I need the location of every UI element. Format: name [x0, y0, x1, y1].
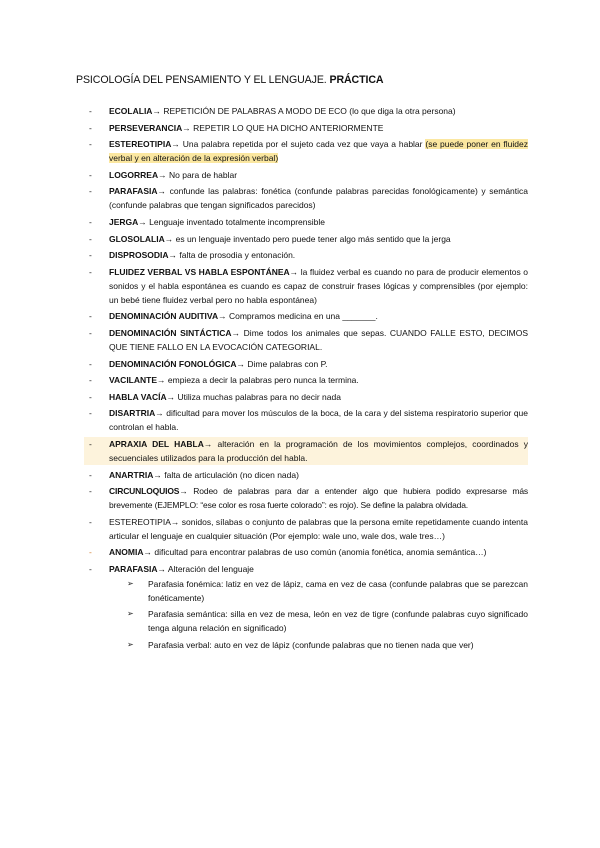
list-item: [84, 121, 528, 135]
arrow-icon: →: [157, 375, 166, 386]
arrow-icon: →: [179, 486, 188, 497]
bullet-dash: -: [89, 216, 92, 227]
bullet-dash: -: [89, 139, 92, 150]
definition: Dime palabras con P.: [247, 358, 328, 369]
term: DENOMINACIÓN SINTÁCTICA: [109, 327, 232, 338]
bullet-dash: -: [89, 516, 92, 527]
term-list: [84, 104, 528, 654]
definition: Dime todos los animales que sepas. CUANDO FALLE ESTO, DECIMOS QUE TIENE FALLO EN LA EVOCACIÓN CATEGORIAL.: [109, 327, 528, 352]
arrow-icon: →: [158, 169, 167, 180]
arrow-icon: →: [152, 106, 161, 116]
bullet-dash: -: [89, 186, 92, 197]
bullet-dash: -: [89, 327, 92, 338]
definition: Compramos medicina en una _______.: [228, 311, 378, 322]
arrow-icon: →: [171, 139, 180, 150]
sub-item-text: Parafasia semántica: silla en vez de mesa, león en vez de tigre (confunde palabras cuyo significado tenga alguna relación en significado): [148, 609, 528, 634]
term: JERGA: [109, 216, 139, 227]
list-item: [84, 309, 528, 323]
title-main: PSICOLOGÍA DEL PENSAMIENTO Y EL LENGUAJE.: [76, 74, 327, 86]
definition: es un lenguaje inventado pero puede tener algo más sentido que la jerga: [175, 233, 451, 244]
term: LOGORREA: [109, 169, 159, 180]
definition: sonidos, sílabas o conjunto de palabras que la persona emite repetidamente cuando intenta articular el lenguaje en cualquier situación (Por ejemplo: wale uno, wale dos, wale tres…): [109, 516, 528, 541]
term: CIRCUNLOQUIOS: [109, 486, 180, 497]
definition: Alteración del lenguaje: [167, 563, 254, 574]
term: PARAFASIA: [109, 563, 158, 574]
arrow-icon: →: [138, 216, 147, 227]
definition: Lenguaje inventado totalmente incomprensible: [149, 216, 325, 227]
term: ANOMIA: [109, 547, 144, 558]
list-item: [84, 484, 528, 512]
bullet-dash: -: [89, 106, 92, 116]
arrow-icon: →: [182, 122, 191, 133]
term: FLUIDEZ VERBAL VS HABLA ESPONTÁNEA: [109, 266, 290, 277]
arrow-icon: →: [170, 516, 180, 527]
definition: No para de hablar: [169, 169, 238, 180]
term: ESTEREOTIPIA: [109, 516, 171, 527]
list-item: [84, 326, 528, 354]
arrowhead-bullet-icon: ➢: [127, 609, 134, 619]
bullet-dash: -: [89, 250, 92, 261]
list-item: [84, 104, 528, 118]
arrow-icon: →: [157, 186, 166, 197]
sub-item-text: Parafasia fonémica: latiz en vez de lápiz, cama en vez de casa (confunde palabras que se parezcan fonéticamente): [148, 578, 528, 603]
list-item: [84, 215, 528, 229]
term: ANARTRIA: [109, 469, 154, 480]
bullet-dash: -: [89, 408, 92, 419]
arrow-icon: →: [203, 438, 213, 449]
arrow-icon: →: [143, 547, 152, 558]
bullet-dash: -: [89, 266, 92, 277]
term: DENOMINACIÓN FONOLÓGICA: [109, 358, 237, 369]
arrow-icon: →: [236, 358, 245, 369]
term: DISARTRIA: [109, 408, 156, 419]
list-item: [84, 137, 528, 165]
term: APRAXIA DEL HABLA: [109, 438, 204, 449]
definition: Una palabra repetida por el sujeto cada vez que vaya a hablar: [182, 139, 423, 150]
list-item: [84, 168, 528, 182]
list-item: [84, 562, 528, 652]
term: PERSEVERANCIA: [109, 122, 183, 133]
list-item: [84, 357, 528, 371]
arrow-icon: →: [166, 391, 176, 402]
arrowhead-bullet-icon: ➢: [127, 578, 134, 588]
term: GLOSOLALIA: [109, 233, 165, 244]
list-item: [84, 545, 528, 559]
arrow-icon: →: [157, 563, 166, 574]
title-bold: PRÁCTICA: [329, 74, 384, 86]
bullet-dash: -: [89, 563, 92, 574]
sub-list-item: [109, 577, 528, 605]
bullet-dash: -: [89, 169, 92, 180]
bullet-dash: -: [89, 391, 92, 402]
list-item: [84, 390, 528, 404]
definition: Utiliza muchas palabras para no decir nada: [177, 391, 341, 402]
list-item: [84, 468, 528, 482]
arrow-icon: →: [289, 266, 299, 277]
term: DENOMINACIÓN AUDITIVA: [109, 311, 219, 322]
definition: empieza a decir la palabras pero nunca la termina.: [167, 375, 359, 386]
arrow-icon: →: [231, 327, 241, 338]
list-item: [84, 248, 528, 262]
list-item: [84, 373, 528, 387]
definition: REPETIR LO QUE HA DICHO ANTERIORMENTE: [193, 122, 384, 133]
sub-list-item: [109, 638, 528, 652]
term: HABLA VACÍA: [109, 391, 167, 402]
term: ECOLALIA: [109, 106, 153, 116]
list-item: [84, 437, 528, 465]
term: VACILANTE: [109, 375, 158, 386]
definition: dificultad para encontrar palabras de uso común (anomia fonética, anomia semántica…): [154, 547, 487, 558]
definition: REPETICIÓN DE PALABRAS A MODO DE ECO (lo que diga la otra persona): [163, 106, 456, 116]
definition: falta de articulación (no dicen nada): [164, 469, 299, 480]
definition: dificultad para mover los músculos de la boca, de la cara y del sistema respiratorio superior que controlan el habla.: [109, 408, 528, 433]
list-item: [84, 515, 528, 543]
arrowhead-bullet-icon: ➢: [127, 639, 134, 649]
list-item: [84, 406, 528, 434]
arrow-icon: →: [218, 311, 227, 322]
sub-list: [109, 577, 528, 652]
bullet-dash: -: [89, 469, 92, 480]
arrow-icon: →: [164, 233, 174, 244]
bullet-dash: -: [89, 438, 92, 449]
sub-list-item: [109, 607, 528, 635]
list-item: [84, 265, 528, 307]
definition: alteración en la programación de los movimientos complejos, coordinados y secuenciales utilizados para la producción del habla.: [109, 438, 528, 463]
list-item: [84, 232, 528, 246]
list-item: [84, 184, 528, 212]
term: PARAFASIA: [109, 186, 158, 197]
term: DISPROSODIA: [109, 250, 169, 261]
bullet-dash: -: [89, 547, 92, 558]
arrow-icon: →: [168, 250, 178, 261]
bullet-dash: -: [89, 122, 92, 133]
arrow-icon: →: [155, 408, 164, 419]
definition: Rodeo de palabras para dar a entender algo que hubiera podido expresarse más brevemente (EJEMPLO: “ese color es rosa fuerte colorado”: es rojo). Se define la palabra olvidada.: [109, 486, 528, 511]
definition: confunde las palabras: fonética (confunde palabras parecidas fonológicamente) y semántica (confunde palabras que tengan significados parecidos): [109, 186, 529, 211]
definition: falta de prosodia y entonación.: [179, 250, 296, 261]
bullet-dash: -: [89, 375, 92, 386]
definition: la fluidez verbal es cuando no para de producir elementos o sonidos y el habla espontánea es cuando es capaz de construir frases lógicas y comprensibles (por ejemplo: un bebé tiene fluidez verbal pero no habla espontánea): [109, 266, 528, 305]
bullet-dash: -: [89, 486, 92, 497]
arrow-icon: →: [153, 469, 162, 480]
page-title: [76, 74, 383, 86]
bullet-dash: -: [89, 311, 92, 322]
sub-item-text: Parafasia verbal: auto en vez de lápiz (confunde palabras que no tienen nada que ver): [148, 639, 474, 650]
bullet-dash: -: [89, 233, 92, 244]
term: ESTEREOTIPIA: [109, 139, 172, 150]
highlighted-note: (se puede poner en fluidez verbal y en alteración de la expresión verbal): [109, 139, 528, 164]
bullet-dash: -: [89, 358, 92, 369]
